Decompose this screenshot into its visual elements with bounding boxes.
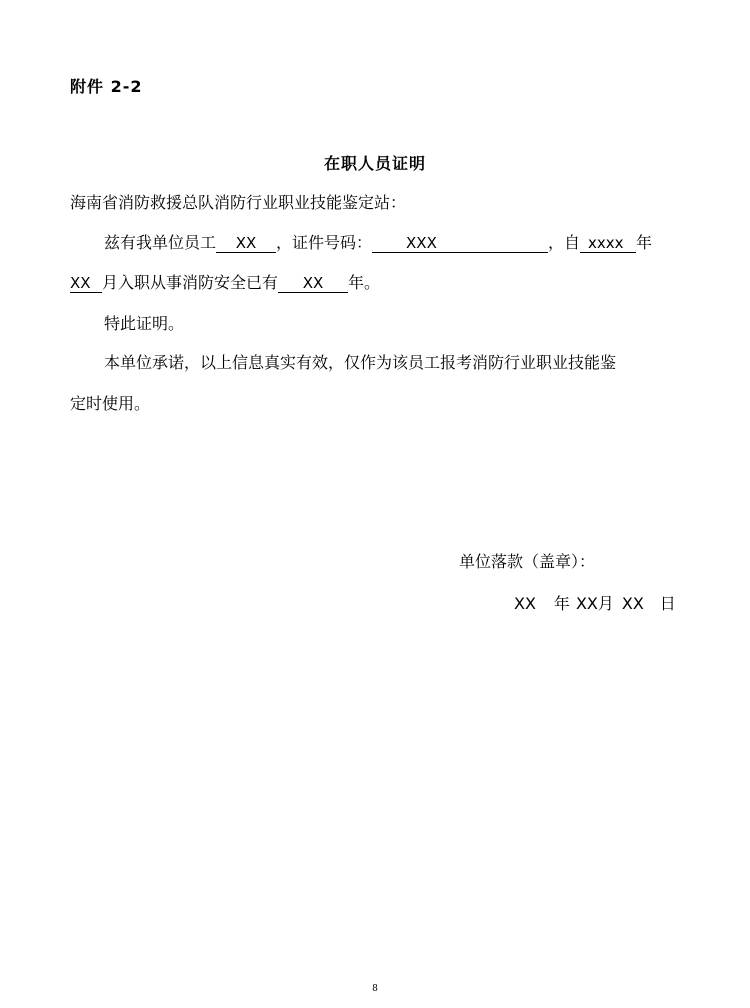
paragraph-3-line-1: 本单位承诺，以上信息真实有效，仅作为该员工报考消防行业职业技能鉴 <box>104 353 617 372</box>
text-end: 年。 <box>348 273 381 292</box>
text-before-name: 兹有我单位员工 <box>104 233 217 252</box>
start-year-field <box>580 234 636 253</box>
text-before-id: ，证件号码： <box>276 233 373 252</box>
id-number-value: XXX <box>406 234 437 252</box>
year-suffix: 年 <box>636 233 653 252</box>
years-of-service-field: XX <box>278 274 348 293</box>
date-day: XX <box>621 594 644 613</box>
paragraph-3-line-2: 定时使用。 <box>70 394 151 413</box>
document-title: 在职人员证明 <box>323 154 426 173</box>
paragraph-1-line-2 <box>70 272 380 294</box>
paragraph-1-line-1 <box>104 232 652 254</box>
text-before-year: ，自 <box>548 233 581 252</box>
attachment-label: 附件 2-2 <box>70 77 143 96</box>
date-year: XX <box>514 594 536 613</box>
salutation: 海南省消防救援总队消防行业职业技能鉴定站： <box>70 193 407 212</box>
start-year-value: xxxx <box>588 234 624 252</box>
id-number-field <box>372 234 548 253</box>
start-month-field: XX <box>70 274 102 293</box>
date-month-char: 月 <box>597 594 614 613</box>
signature-date <box>514 591 676 614</box>
date-month: XX <box>575 594 598 613</box>
text-before-years: 月入职从事消防安全已有 <box>102 273 279 292</box>
paragraph-2: 特此证明。 <box>104 314 185 333</box>
date-year-char: 年 <box>553 594 570 613</box>
signature-label: 单位落款（盖章）： <box>459 552 596 571</box>
employee-name-field: XX <box>216 234 276 253</box>
page-number: 8 <box>372 984 378 994</box>
date-day-char: 日 <box>659 594 676 613</box>
